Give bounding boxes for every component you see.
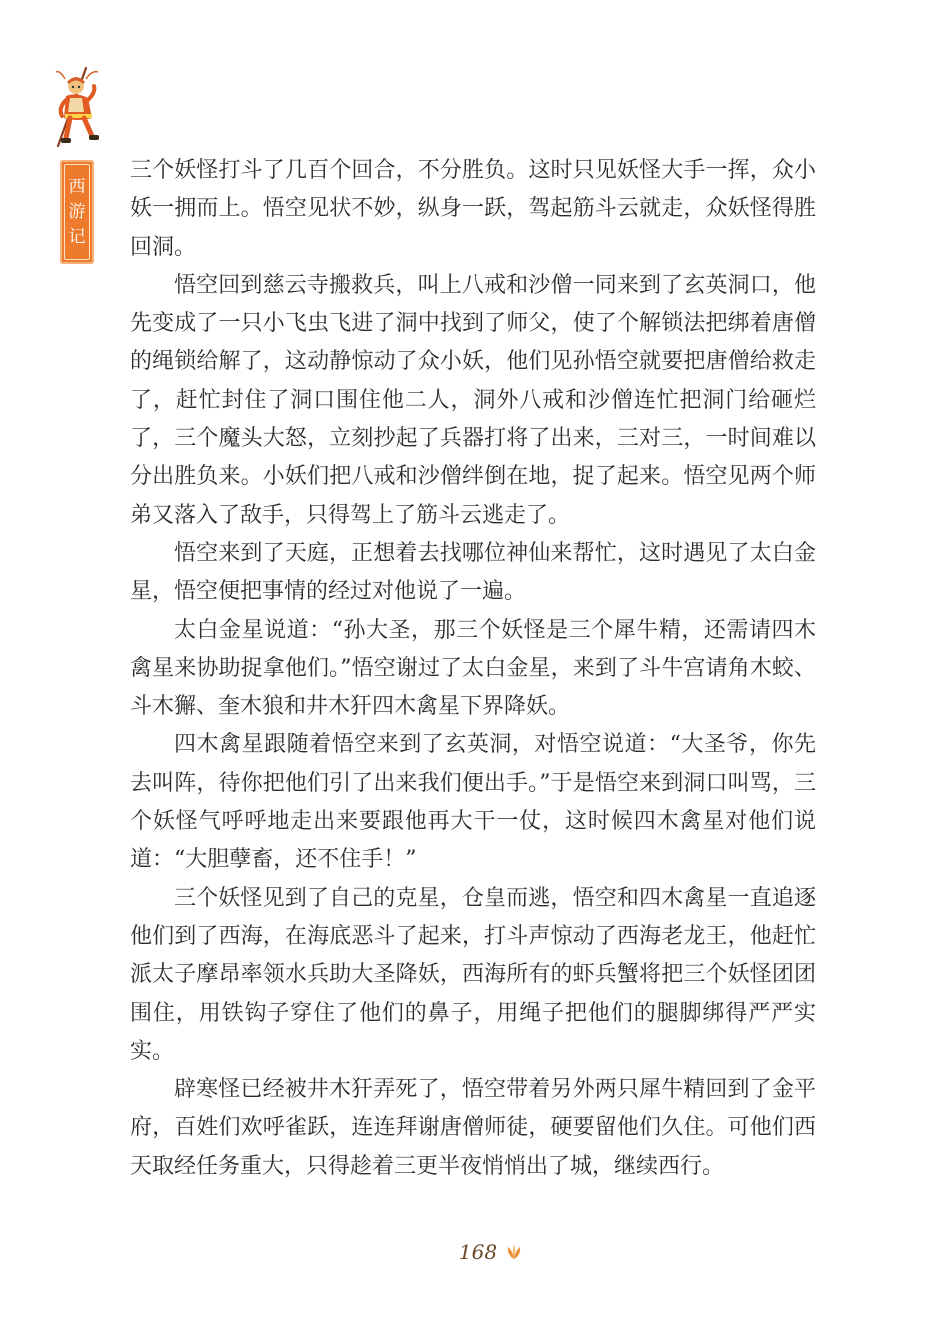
leaf-ornament-icon (503, 1243, 525, 1261)
page-footer (0, 1240, 944, 1264)
chapter-side-decoration (52, 62, 108, 272)
book-title-char: 记 (68, 226, 86, 247)
monkey-king-icon (52, 62, 108, 154)
book-title-char: 西 (68, 176, 86, 197)
paragraph: 辟寒怪已经被井木犴弄死了，悟空带着另外两只犀牛精回到了金平府，百姓们欢呼雀跃，连连拜谢唐僧师徒，硬要留他们久住。可他们西天取经任务重大，只得趁着三更半夜悄悄出了城，继续西行。 (130, 1077, 816, 1179)
book-title-char: 游 (68, 201, 86, 222)
paragraph: 悟空来到了天庭，正想着去找哪位神仙来帮忙，这时遇见了太白金星，悟空便把事情的经过对他说了一遍。 (130, 540, 816, 605)
story-text (130, 152, 816, 1186)
paragraph: 太白金星说道：“孙大圣，那三个妖怪是三个犀牛精，还需请四木禽星来协助捉拿他们。”悟空谢过了太白金星，来到了斗牛宫请角木蛟、斗木獬、奎木狼和井木犴四木禽星下界降妖。 (130, 617, 816, 720)
paragraph: 三个妖怪见到了自己的克星，仓皇而逃，悟空和四木禽星一直追逐他们到了西海，在海底恶斗了起来，打斗声惊动了西海老龙王，他赶忙派太子摩昂率领水兵助大圣降妖，西海所有的虾兵蟹将把三个妖怪团团围住，用铁钩子穿住了他们的鼻子，用绳子把他们的腿脚绑得严严实实。 (130, 885, 816, 1064)
paragraph: 三个妖怪打斗了几百个回合，不分胜负。这时只见妖怪大手一挥，众小妖一拥而上。悟空见状不妙，纵身一跃，驾起筋斗云就走，众妖怪得胜回洞。 (130, 158, 816, 260)
paragraph: 四木禽星跟随着悟空来到了玄英洞，对悟空说道：“大圣爷，你先去叫阵，待你把他们引了出来我们便出手。”于是悟空来到洞口叫骂，三个妖怪气呼呼地走出来要跟他再大干一仗，这时候四木禽星对他们说道：“大胆孽畜，还不住手！” (130, 732, 816, 873)
paragraph: 悟空回到慈云寺搬救兵，叫上八戒和沙僧一同来到了玄英洞口，他先变成了一只小飞虫飞进了洞中找到了师父，使了个解锁法把绑着唐僧的绳锁给解了，这动静惊动了众小妖，他们见孙悟空就要把唐僧给救走了，赶忙封住了洞口围住他二人，洞外八戒和沙僧连忙把洞门给砸烂了，三个魔头大怒，立刻抄起了兵器打将了出来，三对三，一时间难以分出胜负来。小妖们把八戒和沙僧绊倒在地，捉了起来。悟空见两个师弟又落入了敌手，只得驾上了筋斗云逃走了。 (130, 272, 816, 528)
book-title-tab (60, 160, 94, 264)
page-number: 168 (458, 1240, 498, 1264)
